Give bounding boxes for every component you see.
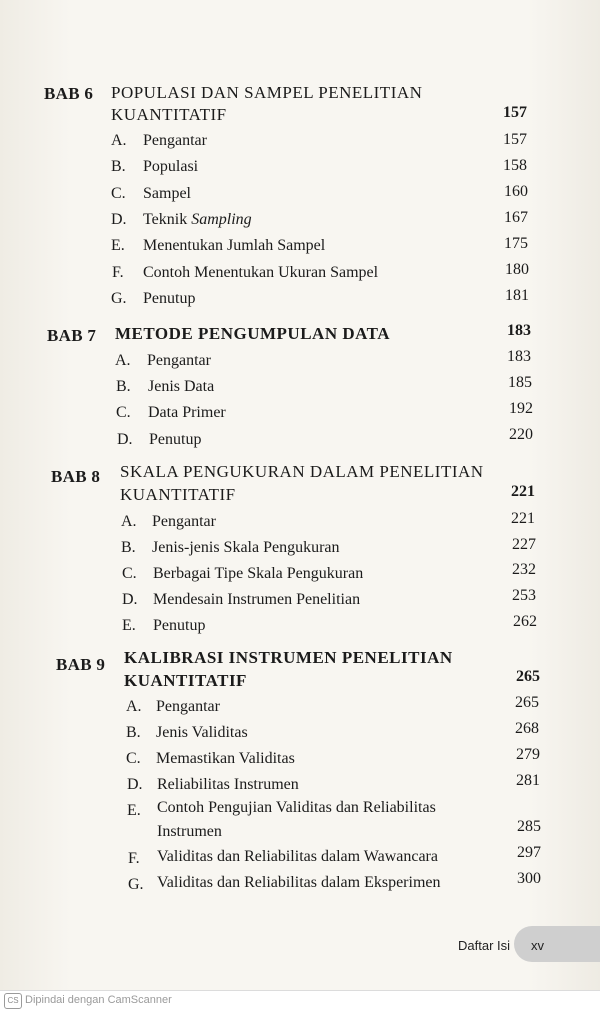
chapter-page-number: 183 [507,322,531,339]
entry-letter: A. [126,698,142,715]
entry-letter: G. [111,290,127,307]
entry-letter: D. [111,211,127,228]
entry-letter: B. [121,539,136,556]
entry-title: Validitas dan Reliabilitas dalam Eksperimen [157,874,441,891]
chapter-number: BAB 7 [47,326,97,345]
footer-page-tab [514,926,600,962]
entry-letter: B. [116,378,131,395]
entry-title: Data Primer [148,404,226,421]
chapter-page-number: 221 [511,483,535,500]
entry-title: Reliabilitas Instrumen [157,776,299,793]
chapter-number: BAB 8 [51,467,101,486]
entry-letter: C. [126,750,141,767]
entry-title: Populasi [143,158,199,175]
chapter-title: KALIBRASI INSTRUMEN PENELITIAN [124,648,453,667]
entry-title: Pengantar [152,513,216,530]
entry-title: Penutup [149,431,202,448]
entry-page-number: 183 [507,348,531,365]
entry-page-number: 221 [511,510,535,527]
entry-page-number: 268 [515,720,539,737]
entry-letter: B. [111,158,126,175]
entry-page-number: 181 [505,287,529,304]
entry-title: Contoh Pengujian Validitas dan Reliabilitas [157,799,436,816]
entry-page-number: 300 [517,870,541,887]
chapter-page-number: 157 [503,104,527,121]
entry-title: Memastikan Validitas [156,750,295,767]
entry-page-number: 297 [517,844,541,861]
entry-letter: D. [122,591,138,608]
entry-letter: E. [122,617,136,634]
scanner-watermark-text: Dipindai dengan CamScanner [25,994,172,1006]
entry-title: Berbagai Tipe Skala Pengukuran [153,565,364,582]
entry-letter: C. [122,565,137,582]
entry-page-number: 220 [509,426,533,443]
entry-title: Mendesain Instrumen Penelitian [153,591,361,608]
entry-letter: D. [117,431,133,448]
chapter-title: POPULASI DAN SAMPEL PENELITIAN [111,83,423,102]
entry-page-number: 227 [512,536,536,553]
chapter-number: BAB 6 [44,84,94,103]
entry-page-number: 262 [513,613,537,630]
entry-page-number: 158 [503,157,527,174]
footer-section-label: Daftar Isi [458,938,511,953]
entry-title: Menentukan Jumlah Sampel [143,237,326,254]
entry-letter: A. [121,513,137,530]
entry-page-number: 167 [504,209,528,226]
entry-letter: A. [115,352,131,369]
entry-page-number: 281 [516,772,540,789]
entry-letter: C. [116,404,131,421]
entry-letter: E. [111,237,125,254]
entry-title: Jenis Validitas [156,724,248,741]
chapter-title-line2: KUANTITATIF [120,485,236,504]
entry-title: Pengantar [156,698,220,715]
chapter-number: BAB 9 [56,655,106,674]
entry-page-number: 175 [504,235,528,252]
entry-title: Sampel [143,185,191,202]
camscanner-logo-icon: CS [4,993,22,1009]
entry-page-number: 185 [508,374,532,391]
chapter-page-number: 265 [516,668,540,685]
chapter-title: METODE PENGUMPULAN DATA [115,324,390,343]
entry-title: Teknik Sampling [143,211,252,228]
footer-page-number: xv [531,938,544,953]
entry-page-number: 265 [515,694,539,711]
entry-title-line2: Instrumen [157,823,222,840]
entry-page-number: 285 [517,818,541,835]
entry-letter: A. [111,132,127,149]
entry-page-number: 192 [509,400,533,417]
entry-title: Pengantar [147,352,211,369]
entry-letter: C. [111,185,126,202]
entry-page-number: 253 [512,587,536,604]
entry-letter: G. [128,876,144,893]
entry-page-number: 180 [505,261,529,278]
entry-page-number: 157 [503,131,527,148]
entry-letter: E. [127,802,141,819]
entry-title: Jenis-jenis Skala Pengukuran [152,539,340,556]
chapter-title-line2: KUANTITATIF [111,105,227,124]
chapter-title-line2: KUANTITATIF [124,671,247,690]
entry-page-number: 160 [504,183,528,200]
entry-title: Penutup [143,290,196,307]
entry-title: Validitas dan Reliabilitas dalam Wawancara [157,848,438,865]
entry-page-number: 279 [516,746,540,763]
entry-letter: D. [127,776,143,793]
chapter-title: SKALA PENGUKURAN DALAM PENELITIAN [120,462,484,481]
entry-title: Contoh Menentukan Ukuran Sampel [143,264,379,281]
entry-title: Pengantar [143,132,207,149]
entry-title: Jenis Data [148,378,215,395]
entry-letter: F. [112,264,124,281]
entry-letter: B. [126,724,141,741]
entry-letter: F. [128,850,140,867]
entry-page-number: 232 [512,561,536,578]
entry-title: Penutup [153,617,206,634]
